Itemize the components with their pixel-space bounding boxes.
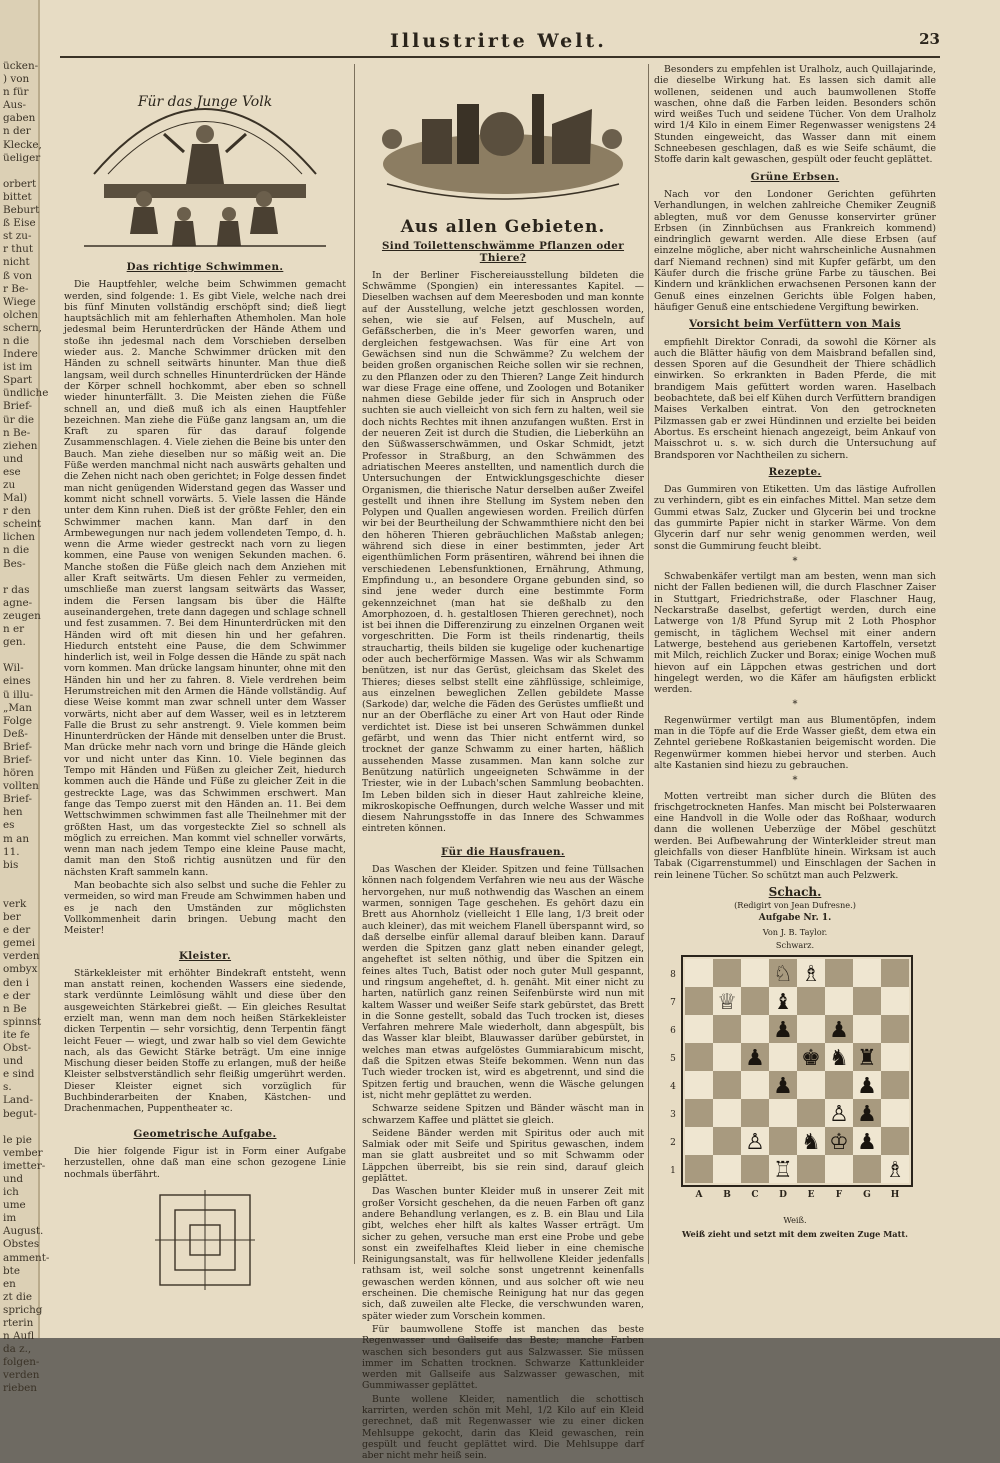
chess-heading: Schach. xyxy=(768,884,822,899)
board-square xyxy=(769,1043,797,1071)
chess-piece: ♘ xyxy=(773,962,793,988)
board-square xyxy=(685,959,713,987)
vignette-aus-allen-gebieten xyxy=(362,64,644,214)
chess-board-wrapper xyxy=(665,953,925,1213)
masthead-title: Illustrirte Welt. xyxy=(390,30,607,52)
paragraph: empfiehlt Direktor Conradi, da sowohl die Körner als auch die Blätter häufig von dem Maisbrand befallen sind, dessen Sporen auf die Gesundheit der Thiere schädlich einwirken. So erkrankten in Baden Pferde, die mit brandigem Mais gefüttert worden waren. Haselbach beobachtete, daß bei elf Kühen durch Verfüttern brandigen Maises Verkalben eintrat. Von den getrockneten Pilzmassen gab er zwei Hündinnen und erzielte bei beiden Abortus. Es erscheint hienach angezeigt, beim Ankauf von Maisschrot u. s. w. sich durch die Untersuchung auf Brandsporen vor Nachtheilen zu sichern. xyxy=(654,336,936,461)
chess-piece: ♟ xyxy=(773,1074,793,1100)
board-square xyxy=(713,1015,741,1043)
chess-piece: ♟ xyxy=(857,1130,877,1156)
board-square xyxy=(881,1015,909,1043)
board-square xyxy=(769,1127,797,1155)
chess-black-label: Schwarz. xyxy=(775,940,815,951)
chess-board xyxy=(665,953,925,1213)
board-square xyxy=(797,1155,825,1183)
paragraph: Das Waschen bunter Kleider muß in unserer Zeit mit großer Vorsicht geschehen, da die neuen Farben oft ganz andere Behandlung verlangen, es z. B. ein Blau und Lila gibt, welches eher hilft als kaltes Wasser erträgt. Um sicher zu gehen, versuche man erst eine Probe und gebe sonst ein zweifelhaftes Kleid lieber in eine chemische Reinigungsanstalt, was für hellwollene Kleider jedenfalls rathsam ist, weil solche sonst ungetrennt keinenfalls gewaschen werden können, und aus solcher oft wie neu erscheinen. Die chemische Reinigung hat nur das gegen sich, daß zuweilen alte Flecke, die verschwunden waren, später wieder zum Vorschein kommen. xyxy=(362,1186,644,1322)
board-square xyxy=(713,1099,741,1127)
chess-author: Von J. B. Taylor. xyxy=(762,926,828,937)
chess-footer: Weiß zieht und setzt mit dem zweiten Zuge Matt. xyxy=(682,1228,908,1239)
column-middle xyxy=(362,64,644,1463)
board-square xyxy=(797,987,825,1015)
heading-gruene-erbsen: Grüne Erbsen. xyxy=(750,170,840,183)
heading-rezepte: Rezepte. xyxy=(768,465,822,478)
board-square xyxy=(797,1099,825,1127)
chess-piece: ♗ xyxy=(885,1158,905,1184)
chess-piece: ♔ xyxy=(829,1130,849,1156)
paragraph: Die Hauptfehler, welche beim Schwimmen gemacht werden, sind folgende: 1. Es gibt Viele, welche nach drei bis fünf Minuten vollständig erschöpft sind; dieß liegt hauptsächlich mit am fehlerhaften Athemholen. Man hole jedesmal beim Herunterdrücken der Hände Athem und stoße ihn jedesmal nach dem Vorschieben derselben wieder aus. 2. Manche Schwimmer drücken mit den Händen zu schnell seitwärts hinunter. Man thue dieß langsam, weil durch schnelles Hinunterdrücken der Hände der Körper schnell hochkommt, aber eben so schnell wieder hinunterfällt. 3. Die Meisten ziehen die Füße schnell an, und dieß muß ich als einen Hauptfehler bezeichnen. Man ziehe die Füße ganz langsam an, um die Kraft zu sparen für das darauf folgende Zusammenschlagen. 4. Viele ziehen die Beine bis unter den Bauch. Man ziehe dieselben nur so mäßig weit an. Die Füße werden manchmal nicht nach auswärts gehalten und die Zehen nicht nach oben gerichtet; in Folge dessen findet man nicht genügenden Widerstand gegen das Wasser und kommt nicht schnell vorwärts. 5. Viele lassen die Hände unter dem Kinn ruhen. Dieß ist der größte Fehler, den ein Schwimmer machen kann. Man darf in den Armbewegungen nur nach jedem vollendeten Tempo, d. h. wenn die Arme wieder gestreckt nach vorn zu liegen kommen, eine Pause von wenigen Sekunden machen. 6. Manche stoßen die Füße gleich nach dem Anziehen mit aller Kraft seitwärts. Um diesen Fehler zu vermeiden, umschließe man zuerst langsam seitwärts das Wasser, indem die Fersen langsam bis über die Hälfte auseinandergehen, trete dann dagegen und schlage schnell und fest zusammen. 7. Bei dem Hinunterdrücken mit den Händen wird oft mit diesen hin und her gefahren. Hiedurch entsteht eine Pause, die dem Schwimmer hinderlich ist, weil in Folge dessen die Hände zu spät nach vorn kommen. Man drücke langsam hinunter, ohne mit den Händen hin und her zu fahren. 8. Viele verdrehen beim Herumstreichen mit den Armen die Hände vollständig. Auf diese Weise kommt man zwar schnell unter dem Wasser vorwärts, nicht aber auf dem Wasser, weil es in letzterem Falle die Brust zu sehr anstrengt. 9. Viele kommen beim Hinunterdrücken der Hände mit denselben unter die Brust. Man drücke mehr nach vorn und bringe die Hände gleich vor und nicht unter das Kinn. 10. Viele beginnen das Tempo mit Händen und Füßen zu gleicher Zeit, hiedurch kommen auch die Hände und Füße zu gleicher Zeit in die gestreckte Lage, was das Schwimmen erschwert. Man fange das Tempo zuerst mit den Händen an. 11. Bei dem Wettschwimmen schwimmen fast alle Theilnehmer mit der größten Hast, um das vorgesteckte Ziel so schnell als möglich zu erreichen. Man kommt viel schneller vorwärts, wenn man nach jedem Tempo eine kleine Pause macht, damit man den Stoß richtig ausnützen und für den nächsten Kraft sammeln kann. xyxy=(64,279,346,878)
chess-piece: ♜ xyxy=(857,1046,877,1072)
chess-editor: (Redigirt von Jean Dufresne.) xyxy=(734,900,856,911)
file-label: C xyxy=(751,1190,759,1201)
paragraph: Bunte wollene Kleider, namentlich die schottisch karrirten, werden schön mit Mehl, 1/2 Kilo auf ein Kleid gerechnet, daß mit Regenwasser wie zu einer dicken Mehlsuppe gekocht, darin das Kleid gewaschen, rein gespült und feucht geplättet wird. Die Mehlsuppe darf aber nicht mehr heiß sein. xyxy=(362,1393,644,1462)
rank-label: 1 xyxy=(670,1166,676,1177)
heading-geometrische-aufgabe: Geometrische Aufgabe. xyxy=(133,1127,277,1140)
board-square xyxy=(881,959,909,987)
paragraph: Das Gummiren von Etiketten. Um das lästige Aufrollen zu verhindern, gibt es ein einfaches Mittel. Man setze dem Gummi etwas Salz, Zucker und Glycerin bei und trockne das gummirte Papier nicht in starker Wärme. Von dem Glycerin darf nur sehr wenig genommen werden, weil sonst die Gummirung feucht bleibt. xyxy=(654,484,936,552)
heading-schwimmen: Das richtige Schwimmen. xyxy=(126,261,284,273)
paragraph: In der Berliner Fischereiausstellung bildeten die Schwämme (Spongien) ein interessantes Kapitel. — Dieselben wachsen auf dem Meeresboden und man konnte auf der Ausstellung, welche jetzt geschlossen worden, sehen, wie sie auf Felsen, auf Muscheln, auf Gefäßscherben, die in's Meer geworfen waren, und dergleichen festgewachsen. Was für eine Art von Gewächsen sind nun die Schwämme? Zu welchem der beiden großen organischen Reiche sollen wir sie rechnen, zu den Pflanzen oder zu den Thieren? Lange Zeit hindurch war diese Frage eine offene, und Zoologen und Botaniker nahmen diese Gebilde jeder für sich in Anspruch oder suchten sie auch vielleicht von sich fern zu halten, weil sie doch nichts Rechtes mit ihnen anzufangen wußten. Erst in der neueren Zeit ist durch die Studien, die Lieberkühn an den Süßwasserschwämmen, und Oskar Schmidt, jetzt Professor in Straßburg, an den Schwämmen des adriatischen Meeres anstellten, und namentlich durch die Untersuchungen der Entwicklungsgeschichte dieser Organismen, die thierische Natur derselben außer Zweifel gestellt und ihnen ihre Stellung im System neben den Polypen und Quallen angewiesen worden. Freilich dürfen wir bei der Beurtheilung der Schwammthiere nicht den bei den höheren Thieren gebräuchlichen Maßstab anlegen; während sich diese in einer bestimmten, jeder Art eigenthümlichen Form präsentiren, während bei ihnen die verschiedenen Lebensfunktionen, Ernährung, Athmung, Empfindung u., an besondere Organe gebunden sind, so sind jene weder durch eine bestimmte Form gekennzeichnet (man hat sie deßhalb zu den Amorphozoen, d. h. gestaltlosen Thieren gerechnet), noch ist bei ihnen die Differenzirung zu einzelnen Organen weit vorgeschritten. Die Form ist theils rindenartig, theils strauchartig, theils bilden sie kugelige oder kuchenartige oder auch becherförmige Massen. Was wir als Schwamm benützen, ist nur das Gerüst, gleichsam das Skelet des Thieres; dieses selbst stellt eine zähflüssige, schleimige, aus einzelnen beweglichen Zellen gebildete Masse (Sarkode) dar, welche die Fäden des Gerüstes umfließt und nur an der Oberfläche zu einer Art von Haut oder Rinde verdichtet ist. Diese ist bei unseren Schwämmen dunkel gefärbt, und wenn das Thier nicht entfernt wird, so trocknet der ganze Schwamm zu einer harten, häßlich aussehenden Masse zusammen. Man kann solche zur Benützung natürlich ungeeigneten Schwämme in der Triester, wie in der Lubach'schen Sammlung beobachten. Im Leben bilden sich in dieser Haut zahlreiche kleine, mikroskopische Oeffnungen, durch welche Wasser und mit diesem Nahrungsstoffe in das Innere des Schwammes eintreten können. xyxy=(362,269,644,835)
separator-asterisk: * xyxy=(792,699,798,711)
section-title-aus-allen-gebieten: Aus allen Gebieten. xyxy=(400,217,606,237)
board-square xyxy=(741,1155,769,1183)
board-square xyxy=(881,987,909,1015)
chess-piece: ♚ xyxy=(801,1046,821,1072)
vignette-caption: Für das Junge Volk xyxy=(137,94,273,110)
heading-mais: Vorsicht beim Verfüttern von Mais xyxy=(689,318,901,331)
board-square xyxy=(713,959,741,987)
board-square xyxy=(797,1071,825,1099)
paragraph: Regenwürmer vertilgt man aus Blumentöpfen, indem man in die Töpfe auf die Erde Wasser gießt, dem etwa ein Zehntel geriebene Roßkastanien beigemischt worden. Die Regenwürmer kommen hiebei hervor und sterben. Auch alte Kastanien sind hiezu zu gebrauchen. xyxy=(654,714,936,771)
paragraph: Motten vertreibt man sicher durch die Blüten des frischgetrockneten Hanfes. Man mischt bei Polsterwaaren eine Handvoll in die Wolle oder das Roßhaar, wodurch dann die wollenen Ueberzüge der Möbel geschützt werden. Bei Aufbewahrung der Winterkleider streut man gleichfalls von dieser Hanfblüte hinein. Wirksam ist auch Tabak (Cigarrenstummel) und Einschlagen der Sachen in rein leinene Tücher. So schützt man auch Pelzwerk. xyxy=(654,790,936,881)
rank-label: 5 xyxy=(670,1054,676,1065)
board-square xyxy=(741,959,769,987)
board-square xyxy=(853,1015,881,1043)
chess-piece: ♞ xyxy=(801,1130,821,1156)
vignette-junge-volk xyxy=(64,64,346,254)
paragraph: Stärkekleister mit erhöhter Bindekraft entsteht, wenn man anstatt reinen, kochenden Wassers eine siedende, stark verdünnte Leimlösung wählt und diese über den ausgeweichten Stärkebrei gießt. — Ein gleiches Resultat erzielt man, wenn man dem noch heißen Stärkekleister dicken Terpentin — sehr vorsichtig, denn Terpentin fängt leicht Feuer — wiegt, und zwar halb so viel dem Gewichte nach, als das Gewicht Stärke beträgt. Um eine innige Mischung dieser beiden Stoffe zu erlangen, muß der heiße Kleister selbstverständlich sehr fleißig umgerührt werden. Dieser Kleister eignet sich vorzüglich für Buchbinderarbeiten der Knaben, Kästchen- und Drachenmachen, Puppentheater ꝛc. xyxy=(64,967,346,1115)
separator-asterisk: * xyxy=(792,775,798,787)
chess-piece: ♙ xyxy=(829,1102,849,1128)
rank-label: 8 xyxy=(670,970,676,981)
chess-piece: ♟ xyxy=(745,1046,765,1072)
board-square xyxy=(825,1155,853,1183)
board-square xyxy=(685,987,713,1015)
board-square xyxy=(853,987,881,1015)
board-square xyxy=(797,1015,825,1043)
board-square xyxy=(825,987,853,1015)
board-square xyxy=(825,1071,853,1099)
column-rule xyxy=(354,64,355,1264)
file-label: E xyxy=(807,1190,815,1201)
file-label: B xyxy=(723,1190,731,1201)
board-square xyxy=(825,959,853,987)
board-square xyxy=(741,987,769,1015)
paragraph: Die hier folgende Figur ist in Form einer Aufgabe herzustellen, ohne daß man eine schon gezogene Linie nochmals überfährt. xyxy=(64,1145,346,1180)
chess-piece: ♙ xyxy=(745,1130,765,1156)
column-right xyxy=(654,64,936,1242)
board-square xyxy=(685,1071,713,1099)
rank-label: 7 xyxy=(670,998,676,1009)
file-label: D xyxy=(779,1190,787,1201)
adjacent-page-text: ücken- ) von n für Aus- gaben n der Klecke, üeliger orbert bittet Beburt ß Eise st zu- r thut nicht ß von r Be- Wiege olchen schern, n die Indere ist im Spart ündliche Brief- ür die n Be- ziehen und ese zu Mal) r den scheint lichen n die Bes- r das agne- zeugen n er gen. Wil- eines ü illu- „Man Folge Deß- Brief- Brief- hören vollten Brief- hen es m an 11. bis verk ber e der gemei verden ombyx den i e der n Be spinnst ite fe Obst- und e sind s. Land- begut- le pie vember imetter- und ich ume im August. Obstes amment- bte en zt die sprichg rterin n Aufl da z., folgen- verden rieben xyxy=(3,60,50,1395)
chess-piece: ♕ xyxy=(717,990,737,1016)
paragraph: Seidene Bänder werden mit Spiritus oder auch mit Salmiak oder mit Seife und Spiritus gewaschen, indem man sie glatt ausbreitet und so mit Schwamm oder Läppchen überreibt, bis sie rein sind, darauf gleich geplättet. xyxy=(362,1127,644,1185)
chess-piece: ♟ xyxy=(829,1018,849,1044)
board-square xyxy=(713,1043,741,1071)
board-square xyxy=(685,1043,713,1071)
board-square xyxy=(741,1099,769,1127)
chess-piece: ♟ xyxy=(773,1018,793,1044)
rank-label: 3 xyxy=(670,1110,676,1121)
chess-piece: ♟ xyxy=(857,1102,877,1128)
chess-piece: ♖ xyxy=(773,1158,793,1184)
board-square xyxy=(881,1099,909,1127)
geometric-figure xyxy=(155,1190,255,1290)
paragraph: Das Waschen der Kleider. Spitzen und feine Tüllsachen können nach folgendem Verfahren wie neu aus der Wäsche hervorgehen, nur muß nothwendig das Waschen an einem warmen, sonnigen Tage geschehen. Es gehört dazu ein Brett aus Ahornholz (vielleicht 1 Elle lang, 1/3 breit oder auch kleiner), das mit weichem Flanell überspannt wird, so daß derselbe einfür allemal darauf bleiben kann. Darauf werden die Spitzen ganz glatt neben einander gelegt, angeheftet ist selten nöthig, und über die Spitzen ein feines altes Tuch, Batist oder noch guter Mull gespannt, und ringsum angeheftet, d. h. genäht. Mit einer nicht zu harten, natürlich ganz reinen Seifenbürste wird nun mit kaltem Wasser und weißer Seife stark gebürstet, das Brett in die Sonne gestellt, sobald das Tuch trocken ist, dieses Verfahren mehrere Male wiederholt, dann abgespült, bis das Wasser klar bleibt, Blauwasser darüber gebürstet, in welches man etwas aufgelöstes Gummiarabicum mischt, daß die Spitzen etwas Steife bekommen. Wenn nun das Tuch wieder trocken ist, wird es abgetrennt, und sind die Spitzen fertig und brauchen, wenn die Wäsche gelungen ist, nicht mehr geplättet zu werden. xyxy=(362,864,644,1101)
adjacent-page-edge xyxy=(0,0,50,1395)
heading-schwaemme: Sind Toilettenschwämme Pflanzen oder Thiere? xyxy=(381,240,625,264)
file-label: G xyxy=(863,1190,871,1201)
board-square xyxy=(853,1155,881,1183)
board-square xyxy=(685,1127,713,1155)
board-square xyxy=(685,1099,713,1127)
board-square xyxy=(685,1015,713,1043)
rank-label: 6 xyxy=(670,1026,676,1037)
heading-kleister: Kleister. xyxy=(178,949,232,962)
board-square xyxy=(713,1155,741,1183)
paragraph: Besonders zu empfehlen ist Uralholz, auch Quillajarinde, die dieselbe Wirkung hat. Es lassen sich damit alle wollenen, seidenen und auch baumwollenen Stoffe waschen, ohne daß die Farben leiden. Besonders schön wird weißes Tuch und seidene Tücher. Von dem Uralholz wird 1/4 Kilo in einem Eimer Regenwasser wenigstens 24 Stunden eingeweicht, das Wasser dann mit einem Schneebesen geschlagen, daß es wie Seife schäumt, die Stoffe darin kalt gewaschen, gespült oder feucht geplättet. xyxy=(654,64,936,166)
file-label: F xyxy=(835,1190,843,1201)
paragraph: Für baumwollene Stoffe ist manchen das beste Regenwasser und Gallseife das Beste; manche Farben waschen sich besonders gut aus Salzwasser. Sie müssen immer im Schatten trocknen. Schwarze Kattunkleider werden mit Gallseife aus Salzwasser gewaschen, mit Gummiwasser geplättet. xyxy=(362,1323,644,1392)
chess-problem-number: Aufgabe Nr. 1. xyxy=(758,913,832,924)
children-illustration xyxy=(64,64,346,254)
board-square xyxy=(741,1071,769,1099)
file-label: A xyxy=(695,1190,703,1201)
chess-piece: ♞ xyxy=(829,1046,849,1072)
column-left xyxy=(64,64,346,1290)
chess-white-label: Weiß. xyxy=(783,1215,807,1226)
file-label: H xyxy=(890,1190,900,1201)
paragraph: Man beobachte sich also selbst und suche die Fehler zu vermeiden, so wird man Freude am Schwimmen haben und es je nach den Umständen zur möglichsten Vollkommenheit darin bringen. Uebung macht den Meister! xyxy=(64,880,346,937)
paragraph: Nach vor den Londoner Gerichten geführten Verhandlungen, in welchen zahlreiche Chemiker Zeugniß ablegten, muß vor dem Genusse konservirter grüner Erbsen (in Zinnbüchsen aus Frankreich kommend) eindringlich gewarnt werden. Alle diese Erbsen (auf einzelne mögliche, aber nicht wahrscheinliche Ausnahmen darf Niemand rechnen) sind mit Kupfer gefärbt, um den Käufer durch die frische grüne Farbe zu täuschen. Bei Kindern und kränklichen erwachsenen Personen kann der Genuß eines einzelnen Gerichts üble Folgen haben, häufiger Genuß eine entschiedene Vergiftung bewirken. xyxy=(654,188,936,313)
page-number: 23 xyxy=(919,30,940,48)
board-square xyxy=(881,1043,909,1071)
rank-label: 2 xyxy=(670,1138,676,1149)
board-square xyxy=(713,1071,741,1099)
chess-piece: ♝ xyxy=(773,990,793,1016)
board-square xyxy=(881,1127,909,1155)
board-square xyxy=(713,1127,741,1155)
board-square xyxy=(769,1099,797,1127)
paragraph: Schwabenkäfer vertilgt man am besten, wenn man sich nicht der Fallen bedienen will, die durch Flaschner Zaiser in Stuttgart, Friedrichstraße, oder Flaschner Haug, Neckarstraße daselbst, gefertigt werden, durch eine Latwerge von 1/8 Pfund Syrup mit 2 Loth Phosphor gemischt, in täglichem Wechsel mit einer andern Latwerge, bestehend aus geriebenen Kartoffeln, versetzt mit Milch, reichlich Zucker und Borax; einige Wochen muß hievon auf ein Läppchen etwas gestrichen und dort hingelegt werden, wo die Käfer am häufigsten erblickt werden. xyxy=(654,571,936,696)
board-square xyxy=(741,1015,769,1043)
board-square xyxy=(853,959,881,987)
board-square xyxy=(881,1071,909,1099)
chess-piece: ♗ xyxy=(801,962,821,988)
separator-asterisk: * xyxy=(792,555,798,567)
paragraph: Schwarze seidene Spitzen und Bänder wäscht man in schwarzem Kaffee und plättet sie gleich. xyxy=(362,1103,644,1126)
chess-piece: ♟ xyxy=(857,1074,877,1100)
board-square xyxy=(685,1155,713,1183)
page-header xyxy=(60,26,940,58)
rank-label: 4 xyxy=(670,1082,676,1093)
column-rule xyxy=(648,64,649,1264)
heading-hausfrauen: Für die Hausfrauen. xyxy=(441,845,565,858)
still-life-illustration xyxy=(362,64,644,214)
